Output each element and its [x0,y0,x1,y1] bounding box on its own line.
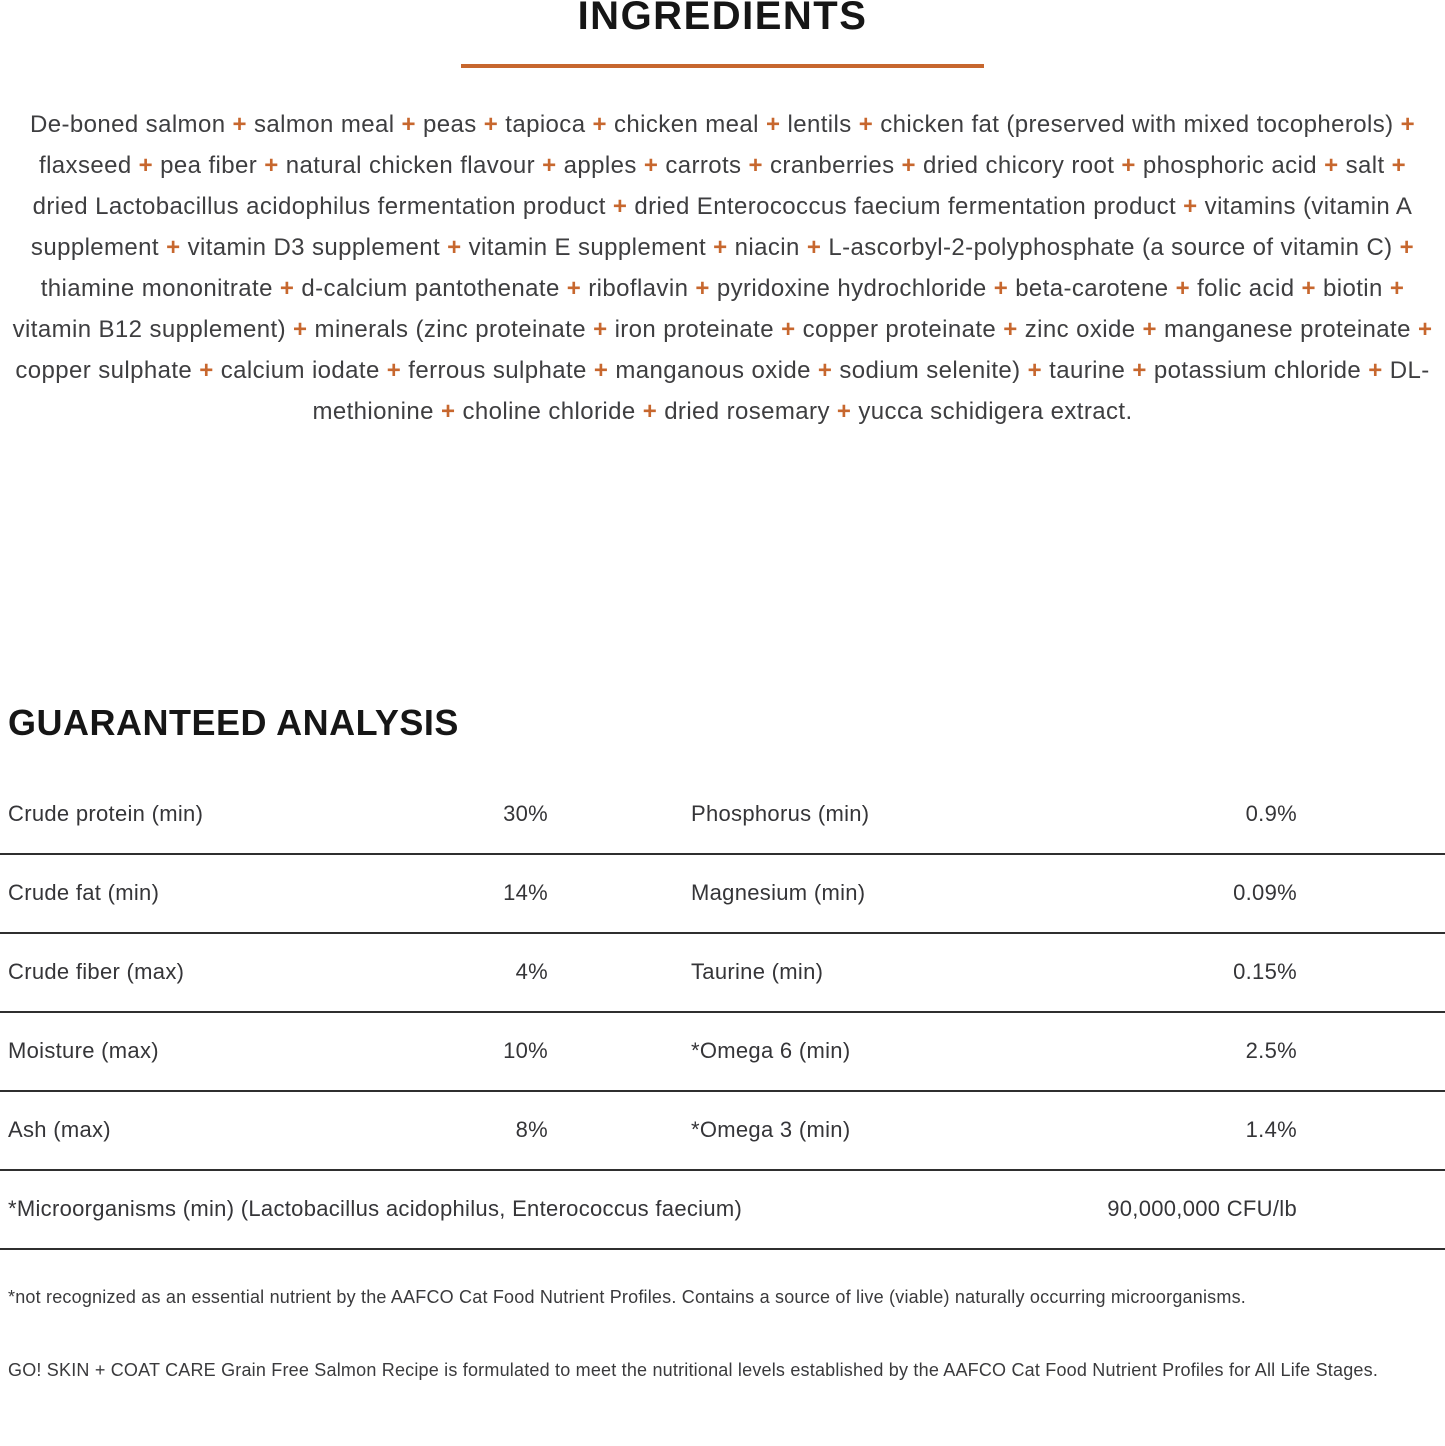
plus-separator-icon: + [894,152,924,179]
plus-separator-icon: + [1176,193,1205,220]
plus-separator-icon: + [1294,275,1323,302]
plus-separator-icon: + [131,152,161,179]
plus-separator-icon: + [379,357,409,384]
nutrient-label-right: Taurine (min) [691,959,824,985]
plus-separator-icon: + [394,111,424,138]
plus-separator-icon: + [1361,357,1390,384]
plus-separator-icon: + [810,357,840,384]
table-row-microorganisms [0,1171,1445,1250]
plus-separator-icon: + [440,234,469,261]
nutrient-label-right: *Omega 3 (min) [691,1117,851,1143]
plus-separator-icon: + [799,234,829,261]
nutrient-label-left: Crude fat (min) [8,880,160,906]
nutrient-label-left: Ash (max) [8,1117,111,1143]
plus-separator-icon: + [758,111,788,138]
table-row [0,855,1445,934]
nutrient-value-right: 0.9% [1245,801,1297,827]
nutrient-label-right: Magnesium (min) [691,880,866,906]
plus-separator-icon: + [1114,152,1143,179]
plus-separator-icon: + [586,357,616,384]
nutrient-value-left: 10% [503,1038,548,1064]
plus-separator-icon: + [159,234,188,261]
plus-separator-icon: + [1393,111,1415,138]
ingredients-paragraph: De-boned salmon + salmon meal + peas + tapioca + chicken meal + lentils + chicken fat (preserved with mixed tocopherols) + flaxseed + pea fiber + natural chicken flavour + apples + carrots + cranberries + dried chicory root + phosphoric acid + salt + dried Lactobacillus acidophilus fermentation product + dried Enterococcus faecium fermentation product + vitamins (vitamin A supplement + vitamin D3 supplement + vitamin E supplement + niacin + L-ascorbyl-2-polyphosphate (a source of vitamin C) + thiamine mononitrate + d-calcium pantothenate + riboflavin + pyridoxine hydrochloride + beta-carotene + folic acid + biotin + vitamin B12 supplement) + minerals (zinc proteinate + iron proteinate + copper proteinate + zinc oxide + manganese proteinate + copper sulphate + calcium iodate + ferrous sulphate + manganous oxide + sodium selenite) + taurine + potassium chloride + DL-methionine + choline chloride + dried rosemary + yucca schidigera extract. [12,111,1433,425]
plus-separator-icon: + [706,234,735,261]
nutrient-label-left: Moisture (max) [8,1038,159,1064]
plus-separator-icon: + [1382,275,1405,302]
plus-separator-icon: + [1125,357,1154,384]
plus-separator-icon: + [605,193,635,220]
table-row [0,776,1445,855]
footnote-formulation-statement: GO! SKIN + COAT CARE Grain Free Salmon Recipe is formulated to meet the nutritional levels established by the AAFCO Cat Food Nutrient Profiles for All Life Stages. [8,1359,1379,1380]
plus-separator-icon: + [257,152,286,179]
plus-separator-icon: + [272,275,302,302]
plus-separator-icon: + [741,152,771,179]
plus-separator-icon: + [1384,152,1406,179]
plus-separator-icon: + [688,275,717,302]
plus-separator-icon: + [851,111,881,138]
plus-separator-icon: + [1020,357,1050,384]
plus-separator-icon: + [476,111,506,138]
nutrient-value-left: 4% [515,959,548,985]
title-underline [461,64,984,68]
plus-separator-icon: + [433,398,463,425]
plus-separator-icon: + [996,316,1025,343]
table-row [0,1092,1445,1171]
nutrient-label-left: Crude fiber (max) [8,959,185,985]
nutrient-value-right: 2.5% [1245,1038,1297,1064]
nutrient-value-right: 0.15% [1233,959,1297,985]
microorganisms-label: *Microorganisms (min) (Lactobacillus acidophilus, Enterococcus faecium) [8,1196,743,1222]
plus-separator-icon: + [636,152,666,179]
ingredients-title: INGREDIENTS [577,0,868,38]
plus-separator-icon: + [586,316,615,343]
plus-separator-icon: + [635,398,665,425]
guaranteed-analysis-title: GUARANTEED ANALYSIS [8,702,459,743]
nutrient-label-right: Phosphorus (min) [691,801,870,827]
plus-separator-icon: + [285,316,315,343]
plus-separator-icon: + [559,275,589,302]
nutrient-value-right: 0.09% [1233,880,1297,906]
plus-separator-icon: + [225,111,255,138]
plus-separator-icon: + [1317,152,1346,179]
table-row [0,1013,1445,1092]
plus-separator-icon: + [986,275,1016,302]
plus-separator-icon: + [192,357,221,384]
plus-separator-icon: + [1135,316,1165,343]
plus-separator-icon: + [585,111,615,138]
nutrient-label-left: Crude protein (min) [8,801,204,827]
plus-separator-icon: + [774,316,803,343]
nutrient-label-right: *Omega 6 (min) [691,1038,851,1064]
nutrient-value-left: 8% [515,1117,548,1143]
footnote-aafco-nutrient: *not recognized as an essential nutrient by the AAFCO Cat Food Nutrient Profiles. Contains a source of live (viable) naturally occurring microorganisms. [8,1286,1246,1307]
nutrient-value-right: 1.4% [1245,1117,1297,1143]
nutrient-value-left: 30% [503,801,548,827]
guaranteed-analysis-table [0,776,1445,1250]
plus-separator-icon: + [1392,234,1415,261]
nutrient-value-left: 14% [503,880,548,906]
plus-separator-icon: + [829,398,859,425]
plus-separator-icon: + [1168,275,1198,302]
microorganisms-value: 90,000,000 CFU/lb [1107,1196,1297,1222]
table-row [0,934,1445,1013]
plus-separator-icon: + [535,152,564,179]
plus-separator-icon: + [1410,316,1433,343]
